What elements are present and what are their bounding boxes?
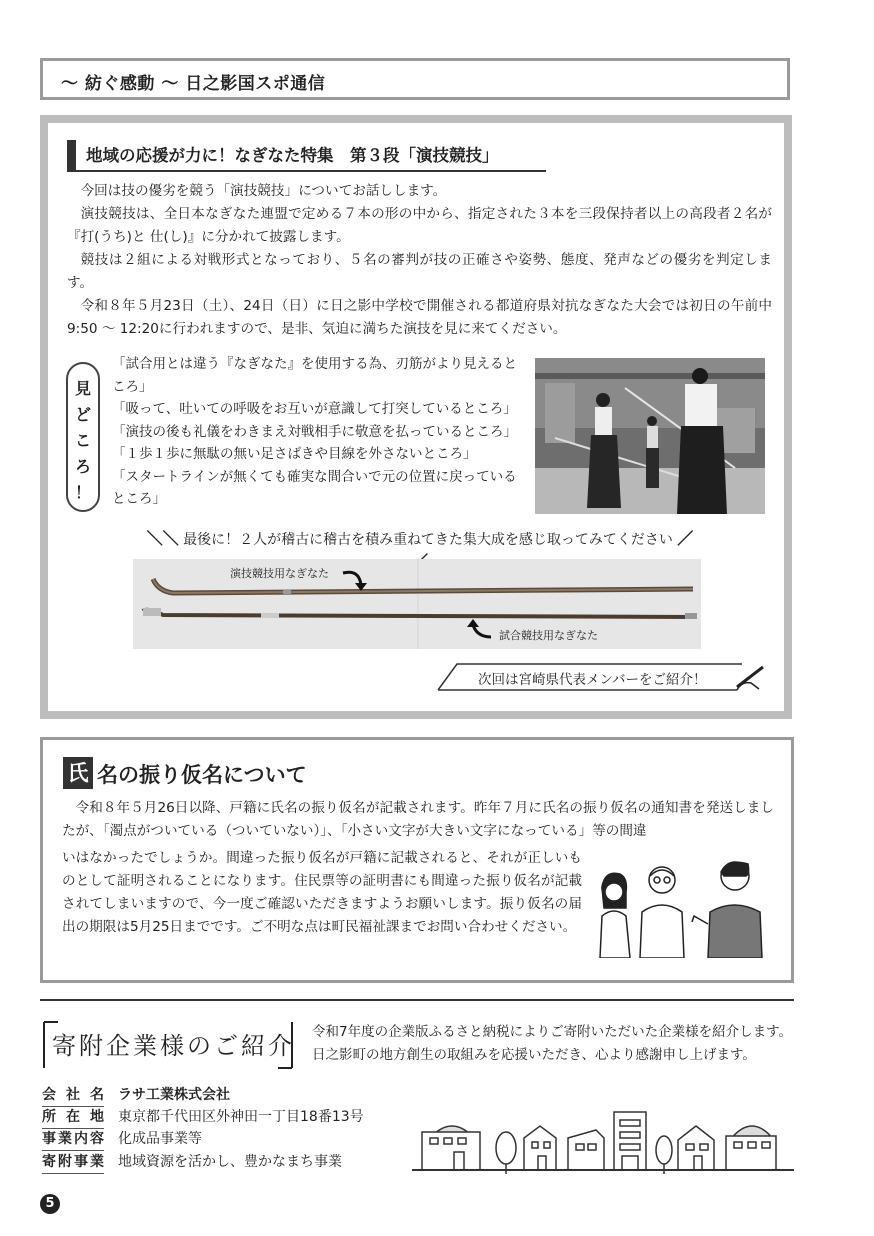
furigana-title: 名の振り仮名について bbox=[97, 763, 307, 787]
label-shiai-naginata: 試合競技用なぎなた bbox=[499, 629, 598, 642]
header-title: ～ 紡ぐ感動 ～ 日之影国スポ通信 bbox=[61, 74, 326, 94]
company-name-row bbox=[42, 1084, 230, 1106]
midokoro-item: 「試合用とは違う『なぎなた』を使用する為、刃筋がより見えるところ」 bbox=[112, 356, 517, 395]
header-bar bbox=[40, 58, 790, 100]
furigana-paragraph-first: 令和８年５月26日以降、戸籍に氏名の振り仮名が記載されます。昨年７月に氏名の振り仮名の通知書を発送しましたが、「濁点がついている（ついていない）」、「小さい文字が大きい文字になっている」等の間違 bbox=[62, 800, 774, 839]
naginata-paragraph: 令和８年５月23日（土）、24日（日）に日之影中学校で開催される都道府県対抗なぎなた大会では初日の午前中9:50 ～ 12:20に行われますので、是非、気迫に満ちた演技を見に来てください。 bbox=[67, 298, 772, 337]
furigana-paragraph-rest: いはなかったでしょうか。間違った振り仮名が戸籍に記載されると、それが正しいものとして証明されることになります。住民票等の証明書にも間違った振り仮名が記載されてしまいますので、今一度ご確認いただきますようお願いします。振り仮名の届出の期限は5月25日までです。ご不明な点は町民福祉課までお問い合わせください。 bbox=[62, 850, 582, 935]
slash-decoration-icon: ＼＼ bbox=[146, 529, 179, 548]
donation-project-row bbox=[42, 1151, 342, 1173]
midokoro-list bbox=[112, 353, 522, 511]
midokoro-item: 「スタートラインが無くても確実な間合いで元の位置に戻っているところ」 bbox=[112, 468, 517, 507]
midokoro-item: 「１歩１歩に無駄の無い足さばきや目線を外さないところ」 bbox=[112, 446, 477, 462]
naginata-paragraph: 演技競技は、全日本なぎなた連盟で定める７本の形の中から、指定された３本を三段保持者以上の高段者２名が『打(うち)と 仕(し)』に分かれて披露します。 bbox=[67, 206, 772, 245]
row-value: 化成品事業等 bbox=[118, 1131, 202, 1147]
pen-hand-icon bbox=[737, 667, 763, 690]
kifu-description: 令和7年度の企業版ふるさと納税によりご寄附いただいた企業様を紹介します。日之影町の地方創生の取組みを応援いただき、心より感謝申し上げます。 bbox=[312, 1024, 793, 1063]
row-label: 会社名 bbox=[42, 1084, 104, 1107]
naginata-practice-photo bbox=[535, 358, 765, 514]
kifu-title: 寄附企業様のご紹介 bbox=[52, 1032, 295, 1060]
company-address-row bbox=[42, 1106, 364, 1128]
midokoro-char: こ bbox=[74, 431, 91, 450]
midokoro-char: ど bbox=[74, 405, 91, 424]
town-illustration bbox=[412, 1108, 794, 1176]
midokoro-item: 「演技の後も礼儀をわきまえ対戦相手に敬意を払っているところ」 bbox=[112, 423, 517, 440]
next-notice-text: 次回は宮崎県代表メンバーをご紹介！ bbox=[478, 672, 707, 688]
row-value: ラサ工業株式会社 bbox=[118, 1087, 230, 1103]
naginata-title: 地域の応援が力に！なぎなた特集 第３段「演技競技」 bbox=[67, 140, 546, 172]
midokoro-item: 「吸って、吐いての呼吸をお互いが意識して打突しているところ」 bbox=[112, 401, 517, 417]
midokoro-char: 見 bbox=[74, 379, 91, 398]
midokoro-char: ろ bbox=[74, 457, 91, 476]
final-message-text: 最後に！２人が稽古に稽古を積み重ねてきた集大成を感じ取ってみてください bbox=[183, 532, 673, 548]
naginata-paragraph: 今回は技の優劣を競う「演技競技」についてお話しします。 bbox=[80, 183, 447, 199]
midokoro-char: ！ bbox=[74, 483, 91, 502]
naginata-comparison-photo bbox=[133, 559, 701, 649]
slash-decoration-icon: ／ bbox=[677, 529, 694, 548]
business-row bbox=[42, 1128, 202, 1150]
midokoro-label bbox=[66, 362, 100, 512]
naginata-paragraph: 競技は２組による対戦形式となっており、５名の審判が技の正確さや姿勢、態度、発声などの優劣を判定します。 bbox=[67, 252, 772, 291]
furigana-title-badge: 氏 bbox=[63, 757, 93, 789]
label-engi-naginata: 演技競技用なぎなた bbox=[230, 567, 329, 580]
page-number: 5 bbox=[40, 1194, 60, 1214]
people-illustration bbox=[590, 854, 778, 958]
section-divider bbox=[40, 999, 794, 1001]
naginata-body bbox=[67, 180, 772, 341]
row-label: 事業内容 bbox=[42, 1128, 104, 1151]
row-value: 地域資源を活かし、豊かなまち事業 bbox=[118, 1154, 342, 1170]
row-value: 東京都千代田区外神田一丁目18番13号 bbox=[118, 1109, 364, 1125]
furigana-body bbox=[62, 797, 774, 843]
row-label: 所在地 bbox=[42, 1106, 104, 1129]
row-label: 寄附事業 bbox=[42, 1151, 104, 1174]
